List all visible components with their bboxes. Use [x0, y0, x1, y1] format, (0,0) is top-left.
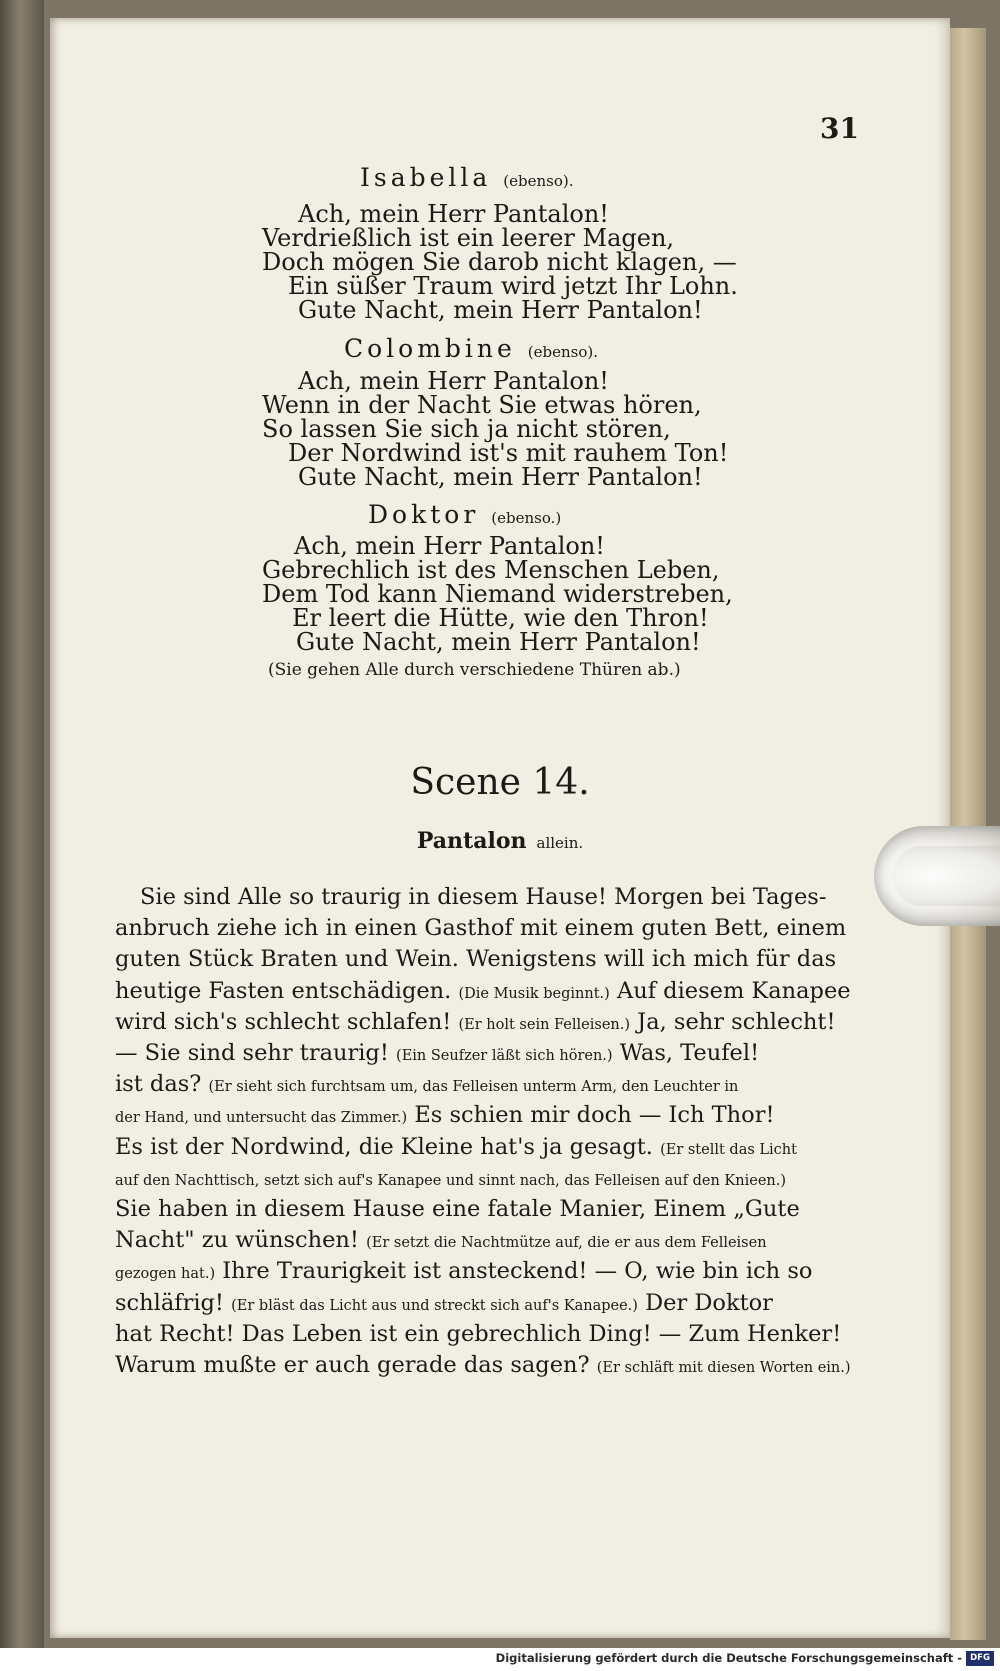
speaker-direction: (ebenso.) — [491, 509, 562, 527]
prose-text: Ihre Traurigkeit ist ansteckend! — O, wie bin ich so — [215, 1258, 813, 1285]
prose-line — [115, 915, 851, 941]
prose-text: hat Recht! Das Leben ist ein gebrechlich Ding! — Zum Henker! — [115, 1320, 842, 1347]
verse-line: So lassen Sie sich ja nicht stören, — [262, 415, 671, 443]
speaker-heading — [368, 500, 561, 529]
scene-title: Scene 14. — [410, 762, 590, 803]
stage-direction: (Ein Seufzer läßt sich hören.) — [396, 1048, 613, 1064]
scene-character-name: Pantalon — [416, 828, 527, 854]
prose-text: Warum mußte er auch gerade das sagen? — [115, 1352, 597, 1378]
verse-line: Ach, mein Herr Pantalon! — [298, 367, 609, 395]
footer-credit: Digitalisierung gefördert durch die Deutsche Forschungsgemeinschaft - — [495, 1651, 962, 1665]
speaker-heading — [344, 334, 598, 363]
prose-text: Der Doktor — [637, 1289, 773, 1316]
verse-line: Er leert die Hütte, wie den Thron! — [292, 604, 709, 632]
exit-stage-direction: (Sie gehen Alle durch verschiedene Thüren ab.) — [268, 660, 681, 680]
prose-text: anbruch ziehe ich in einen Gasthof mit einem guten Bett, einem — [115, 915, 847, 942]
prose-line — [115, 1321, 851, 1347]
stage-direction: (Die Musik beginnt.) — [458, 985, 610, 1002]
prose-line — [115, 1071, 851, 1097]
stage-direction: (Er setzt die Nachtmütze auf, die er aus dem Felleisen — [366, 1235, 767, 1252]
scene-character — [0, 828, 1000, 854]
magnifier-lens — [892, 846, 1000, 906]
stage-direction: (Er holt sein Felleisen.) — [458, 1016, 631, 1033]
prose-text: guten Stück Braten und Wein. Wenigstens will ich mich für das — [115, 946, 837, 973]
verse-line: Doch mögen Sie darob nicht klagen, — — [262, 248, 737, 276]
prose-line — [115, 1227, 851, 1253]
prose-text: schläfrig! — [115, 1289, 232, 1316]
prose-line — [115, 1258, 851, 1284]
stage-direction: der Hand, und untersucht das Zimmer.) — [115, 1110, 408, 1127]
verse-line: Gute Nacht, mein Herr Pantalon! — [298, 296, 703, 324]
prose-text: wird sich's schlecht schlafen! — [115, 1008, 459, 1035]
speaker-name: Colombine — [344, 334, 516, 363]
prose-line — [115, 1040, 851, 1066]
prose-line — [115, 1102, 851, 1128]
prose-text: Es ist der Nordwind, die Kleine hat's ja gesagt. — [115, 1133, 661, 1160]
prose-line — [115, 978, 851, 1004]
prose-line — [115, 1196, 851, 1222]
verse-line: Gebrechlich ist des Menschen Leben, — [262, 556, 720, 584]
prose-line — [115, 1352, 851, 1378]
verse-line: Gute Nacht, mein Herr Pantalon! — [298, 463, 703, 491]
prose-text: heutige Fasten entschädigen. — [115, 977, 459, 1004]
facing-page-edge — [0, 0, 44, 1648]
prose-line — [115, 946, 851, 972]
stage-direction: (Er stellt das Licht — [660, 1141, 797, 1158]
prose-line — [115, 1290, 851, 1316]
verse-line: Ach, mein Herr Pantalon! — [294, 532, 605, 560]
prose-line — [115, 1134, 851, 1160]
verse-line: Der Nordwind ist's mit rauhem Ton! — [288, 439, 729, 467]
prose-text: — Sie sind sehr traurig! — [115, 1040, 397, 1066]
dfg-logo: DFG — [966, 1651, 994, 1666]
verse-line: Dem Tod kann Niemand widerstreben, — [262, 580, 733, 608]
scene-character-note: allein. — [536, 834, 584, 852]
verse-line: Gute Nacht, mein Herr Pantalon! — [296, 628, 701, 656]
stage-direction: (Er bläst das Licht aus und streckt sich auf's Kanapee.) — [231, 1297, 638, 1314]
prose-line — [140, 884, 876, 910]
prose-line — [115, 1165, 851, 1191]
prose-text: Nacht" zu wünschen! — [115, 1227, 367, 1254]
speaker-name: Doktor — [368, 500, 480, 529]
prose-line — [115, 1009, 851, 1035]
prose-text: Was, Teufel! — [612, 1040, 760, 1066]
prose-text: Auf diesem Kanapee — [609, 977, 851, 1004]
stage-direction: gezogen hat.) — [115, 1266, 216, 1283]
verse-line: Ach, mein Herr Pantalon! — [298, 200, 609, 228]
prose-text: Ja, sehr schlecht! — [630, 1008, 836, 1035]
stage-direction: (Er schläft mit diesen Worten ein.) — [596, 1360, 851, 1376]
verse-line: Ein süßer Traum wird jetzt Ihr Lohn. — [288, 272, 738, 300]
prose-text: Sie sind Alle so traurig in diesem Hause! Morgen bei Tages- — [140, 884, 827, 910]
speaker-direction: (ebenso). — [527, 343, 598, 361]
prose-text: Sie haben in diesem Hause eine fatale Manier, Einem „Gute — [115, 1196, 800, 1222]
page-number: 31 — [820, 112, 859, 145]
verse-line: Verdrießlich ist ein leerer Magen, — [262, 224, 675, 252]
prose-text: ist das? — [115, 1071, 209, 1098]
speaker-direction: (ebenso). — [503, 172, 574, 190]
verse-line: Wenn in der Nacht Sie etwas hören, — [262, 391, 702, 419]
stage-direction: auf den Nachttisch, setzt sich auf's Kanapee und sinnt nach, das Felleisen auf den Knieen.) — [115, 1172, 787, 1189]
speaker-heading — [360, 163, 573, 192]
prose-text: Es schien mir doch — Ich Thor! — [407, 1102, 775, 1129]
stage-direction: (Er sieht sich furchtsam um, das Felleisen unterm Arm, den Leuchter in — [208, 1079, 739, 1096]
speaker-name: Isabella — [360, 163, 492, 192]
